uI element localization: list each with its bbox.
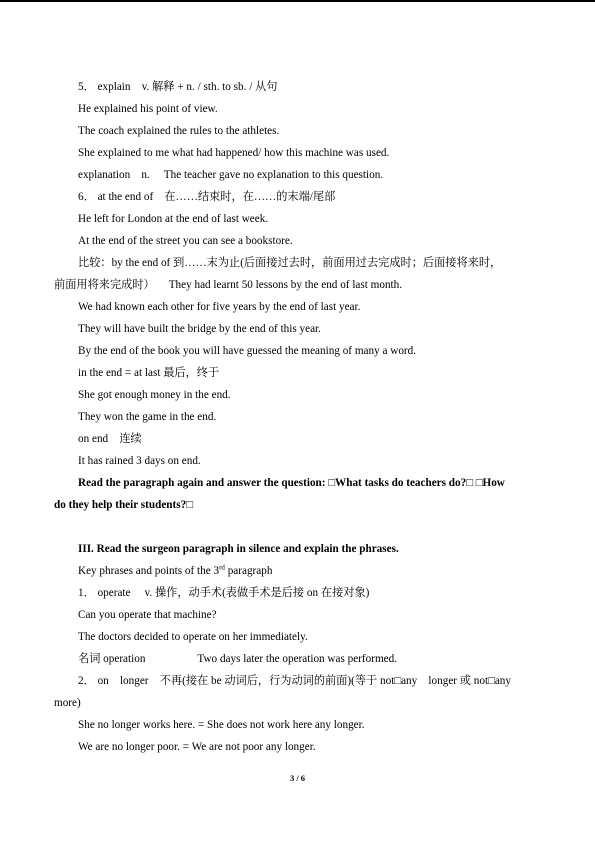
example-sentence: He left for London at the end of last week.: [78, 213, 269, 225]
example-sentence: They had learnt 50 lessons by the end of last month.: [168, 279, 403, 291]
phrase-in-the-end: in the end = at last 最后，终于: [78, 367, 220, 379]
example-sentence: The doctors decided to operate on her immediately.: [78, 631, 308, 643]
comparison-note: 比较：by the end of 到……末为止(后面接过去时，前面用过去完成时；后面接将来时，: [78, 257, 502, 269]
example-sentence: Two days later the operation was performed.: [197, 653, 398, 665]
task-question-continued: do they help their students?□: [54, 499, 193, 511]
item-2-no-longer: 2． on longer 不再(接在 be 动词后，行为动词的前面)(等于 not□any longer 或 not□any: [78, 675, 511, 687]
section-heading-iii: III. Read the surgeon paragraph in silence and explain the phrases.: [78, 543, 399, 555]
comparison-note-continued: [54, 274, 542, 296]
example-sentence: At the end of the street you can see a bookstore.: [78, 235, 293, 247]
spacer: [54, 516, 542, 538]
task-question: Read the paragraph again and answer the question: □What tasks do teachers do?□ □How: [78, 477, 505, 489]
example-sentence: They won the game in the end.: [78, 411, 217, 423]
item-2-continued: more): [54, 697, 81, 709]
top-rule: [0, 0, 595, 2]
item-1-operate: 1． operate v. 操作，动手术(表做手术是后接 on 在接对象): [78, 587, 370, 599]
document-body: [54, 76, 542, 758]
example-sentence: We had known each other for five years by the end of last year.: [78, 301, 361, 313]
example-sentence: Can you operate that machine?: [78, 609, 217, 621]
example-sentence: The coach explained the rules to the athletes.: [78, 125, 280, 137]
key-phrases-text: Key phrases and points of the 3: [78, 565, 220, 577]
page-number: 3 / 6: [289, 773, 306, 783]
noun-form: explanation n.: [78, 169, 150, 181]
example-sentence: The teacher gave no explanation to this question.: [163, 169, 384, 181]
operation-line: [54, 648, 542, 670]
example-sentence: He explained his point of view.: [78, 103, 218, 115]
item-6-at-the-end-of: 6． at the end of 在……结束时，在……的末端/尾部: [78, 191, 336, 203]
phrase-on-end: on end 连续: [78, 433, 142, 445]
example-sentence: She got enough money in the end.: [78, 389, 231, 401]
comparison-note-tail: 前面用将来完成时）: [54, 279, 155, 291]
noun-form: 名词 operation: [78, 653, 146, 665]
example-sentence: She explained to me what had happened/ how this machine was used.: [78, 147, 390, 159]
example-sentence: She no longer works here. = She does not work here any longer.: [78, 719, 365, 731]
explanation-line: [54, 164, 542, 186]
example-sentence: By the end of the book you will have guessed the meaning of many a word.: [78, 345, 417, 357]
item-5-explain: 5． explain v. 解释 + n. / sth. to sb. / 从句: [78, 81, 278, 93]
key-phrases-label: [54, 560, 542, 582]
example-sentence: They will have built the bridge by the end of this year.: [78, 323, 321, 335]
example-sentence: It has rained 3 days on end.: [78, 455, 201, 467]
key-phrases-text-end: paragraph: [224, 565, 273, 577]
ordinal-suffix: rd: [219, 563, 225, 572]
example-sentence: We are no longer poor. = We are not poor any longer.: [78, 741, 316, 753]
